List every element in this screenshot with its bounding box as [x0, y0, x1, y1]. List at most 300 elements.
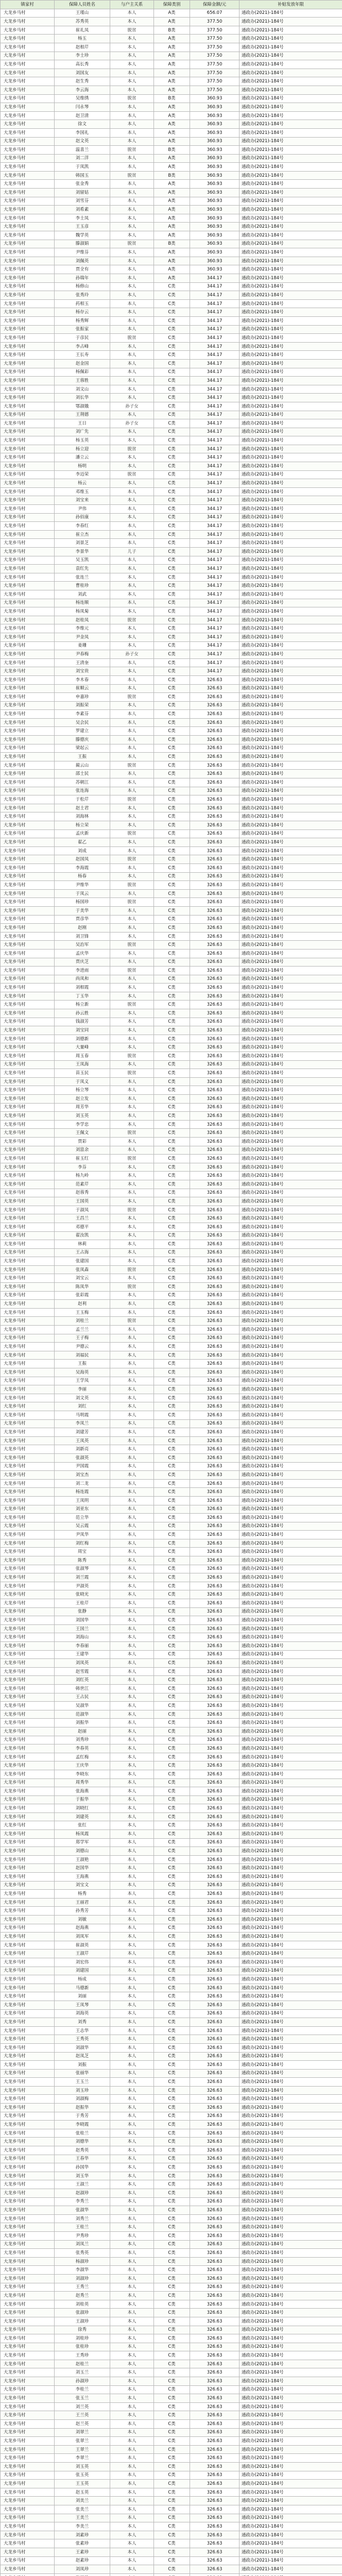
- cell-category: C类: [154, 1531, 190, 1539]
- cell-name: 周宝: [55, 1548, 110, 1556]
- cell-name: 刘凤军: [55, 1933, 110, 1941]
- cell-amount: 344.17: [190, 428, 240, 436]
- cell-name: 王振: [55, 1360, 110, 1368]
- table-row: [1, 607, 342, 616]
- cell-category: C类: [154, 958, 190, 967]
- cell-period: 通政办(2021)-184号: [240, 2104, 342, 2112]
- cell-name: 李进雨: [55, 967, 110, 975]
- cell-relation: 本人: [110, 291, 154, 300]
- cell-period: 通政办(2021)-184号: [240, 2197, 342, 2206]
- cell-name: 王秀英: [55, 2035, 110, 2044]
- cell-category: C类: [154, 394, 190, 402]
- cell-name: 李学忠: [55, 1120, 110, 1129]
- cell-relation: 孙子女: [110, 650, 154, 659]
- cell-category: C类: [154, 1924, 190, 1933]
- cell-name: 杨立琴: [55, 1086, 110, 1095]
- cell-relation: 本人: [110, 2052, 154, 2061]
- table-row: [1, 2411, 342, 2420]
- cell-town: 大龙乡马村: [1, 1146, 55, 1155]
- cell-town: 大龙乡马村: [1, 2001, 55, 2009]
- cell-category: C类: [154, 633, 190, 641]
- cell-name: 杨修山: [55, 282, 110, 291]
- cell-period: 通政办(2021)-184号: [240, 1522, 342, 1531]
- cell-town: 大龙乡马村: [1, 248, 55, 257]
- table-row: [1, 1975, 342, 1984]
- table-row: [1, 2471, 342, 2480]
- table-row: [1, 2309, 342, 2317]
- cell-name: 刘国友: [55, 69, 110, 77]
- cell-amount: 360.93: [190, 137, 240, 146]
- cell-period: 通政办(2021)-184号: [240, 2043, 342, 2052]
- cell-town: 大龙乡马村: [1, 43, 55, 52]
- cell-town: 大龙乡马村: [1, 1223, 55, 1231]
- cell-period: 通政办(2021)-184号: [240, 1163, 342, 1172]
- cell-town: 大龙乡马村: [1, 351, 55, 360]
- cell-amount: 344.17: [190, 548, 240, 556]
- cell-category: C类: [154, 1060, 190, 1069]
- cell-relation: 本人: [110, 744, 154, 753]
- cell-relation: 本人: [110, 2180, 154, 2189]
- cell-amount: 326.63: [190, 1787, 240, 1796]
- table-row: [1, 1300, 342, 1309]
- cell-category: C类: [154, 1308, 190, 1317]
- cell-relation: 本人: [110, 838, 154, 847]
- cell-name: 杨春: [55, 872, 110, 881]
- cell-amount: 326.63: [190, 2522, 240, 2531]
- cell-category: C类: [154, 1916, 190, 1924]
- table-row: [1, 770, 342, 778]
- cell-period: 通政办(2021)-184号: [240, 1453, 342, 1462]
- cell-period: 通政办(2021)-184号: [240, 787, 342, 795]
- table-row: [1, 214, 342, 223]
- cell-relation: 本人: [110, 1479, 154, 1488]
- header-town: 镇家村: [1, 1, 55, 9]
- cell-relation: 本人: [110, 1898, 154, 1907]
- cell-period: 通政办(2021)-184号: [240, 616, 342, 624]
- cell-name: 王庆华: [55, 1761, 110, 1770]
- cell-name: 赵秀英: [55, 2146, 110, 2155]
- cell-name: 王淑兰: [55, 2180, 110, 2189]
- cell-category: C类: [154, 1155, 190, 1163]
- cell-period: 通政办(2021)-184号: [240, 2223, 342, 2232]
- cell-town: 大龙乡马村: [1, 35, 55, 43]
- cell-relation: 本人: [110, 2155, 154, 2163]
- cell-name: 郑学军: [55, 1838, 110, 1847]
- table-row: [1, 2231, 342, 2240]
- cell-amount: 326.63: [190, 2539, 240, 2548]
- cell-town: 大龙乡马村: [1, 1462, 55, 1471]
- table-row: [1, 1197, 342, 1206]
- cell-amount: 326.63: [190, 2351, 240, 2360]
- table-row: [1, 1360, 342, 1368]
- cell-relation: 本人: [110, 1941, 154, 1950]
- cell-amount: 326.63: [190, 2026, 240, 2035]
- table-row: [1, 1445, 342, 1454]
- cell-category: A类: [154, 154, 190, 163]
- cell-town: 大龙乡马村: [1, 881, 55, 890]
- cell-period: 通政办(2021)-184号: [240, 505, 342, 514]
- cell-category: C类: [154, 2180, 190, 2189]
- cell-name: 王素珍: [55, 2548, 110, 2556]
- cell-relation: 本人: [110, 2317, 154, 2326]
- cell-period: 通政办(2021)-184号: [240, 2377, 342, 2386]
- table-row: [1, 1693, 342, 1702]
- table-row: [1, 1488, 342, 1497]
- cell-amount: 344.17: [190, 351, 240, 360]
- cell-period: 通政办(2021)-184号: [240, 206, 342, 214]
- cell-category: C类: [154, 658, 190, 667]
- cell-category: C类: [154, 924, 190, 933]
- cell-amount: 326.63: [190, 1531, 240, 1539]
- cell-category: C类: [154, 872, 190, 881]
- cell-amount: 326.63: [190, 1590, 240, 1599]
- cell-period: 通政办(2021)-184号: [240, 1009, 342, 1018]
- cell-period: 通政办(2021)-184号: [240, 1103, 342, 1112]
- cell-period: 通政办(2021)-184号: [240, 778, 342, 787]
- table-row: [1, 2454, 342, 2463]
- cell-category: C类: [154, 2505, 190, 2514]
- cell-town: 大龙乡马村: [1, 496, 55, 505]
- cell-town: 大龙乡马村: [1, 487, 55, 496]
- cell-amount: 326.63: [190, 2368, 240, 2377]
- cell-category: C类: [154, 2146, 190, 2155]
- cell-name: 尹淑英: [55, 1582, 110, 1590]
- cell-category: C类: [154, 2428, 190, 2437]
- cell-period: 通政办(2021)-184号: [240, 1958, 342, 1967]
- cell-name: 张晓光: [55, 1590, 110, 1599]
- cell-period: 通政办(2021)-184号: [240, 2437, 342, 2446]
- cell-relation: 本人: [110, 1573, 154, 1582]
- table-row: [1, 2497, 342, 2505]
- cell-category: A类: [154, 257, 190, 265]
- cell-period: 通政办(2021)-184号: [240, 1291, 342, 1300]
- cell-period: 通政办(2021)-184号: [240, 462, 342, 471]
- cell-period: 通政办(2021)-184号: [240, 1060, 342, 1069]
- table-row: [1, 2035, 342, 2044]
- cell-category: C类: [154, 1522, 190, 1531]
- cell-category: C类: [154, 2078, 190, 2087]
- cell-category: C类: [154, 1616, 190, 1625]
- cell-period: 通政办(2021)-184号: [240, 1214, 342, 1223]
- cell-category: C类: [154, 565, 190, 573]
- cell-amount: 326.63: [190, 1736, 240, 1744]
- cell-town: 大龙乡马村: [1, 1804, 55, 1813]
- cell-amount: 326.63: [190, 846, 240, 855]
- cell-period: 通政办(2021)-184号: [240, 1539, 342, 1548]
- cell-amount: 326.63: [190, 2514, 240, 2522]
- cell-relation: 本人: [110, 2206, 154, 2215]
- cell-town: 大龙乡马村: [1, 556, 55, 565]
- cell-town: 大龙乡马村: [1, 1343, 55, 1351]
- cell-town: 大龙乡马村: [1, 1257, 55, 1266]
- cell-amount: 326.63: [190, 2334, 240, 2343]
- cell-category: A类: [154, 111, 190, 120]
- cell-name: 张玉兰: [55, 2394, 110, 2403]
- cell-amount: 326.63: [190, 1231, 240, 1240]
- cell-period: 通政办(2021)-184号: [240, 829, 342, 838]
- cell-name: 刘玉英: [55, 1112, 110, 1121]
- cell-relation: 本人: [110, 1702, 154, 1710]
- cell-name: 王凤海: [55, 1060, 110, 1069]
- cell-period: 通政办(2021)-184号: [240, 282, 342, 291]
- cell-period: 通政办(2021)-184号: [240, 804, 342, 812]
- cell-amount: 326.63: [190, 2343, 240, 2351]
- cell-period: 通政办(2021)-184号: [240, 2112, 342, 2121]
- cell-period: 通政办(2021)-184号: [240, 1693, 342, 1702]
- cell-relation: 本人: [110, 573, 154, 582]
- cell-name: 王海燕: [55, 1873, 110, 1882]
- cell-period: 通政办(2021)-184号: [240, 846, 342, 855]
- cell-amount: 326.63: [190, 1958, 240, 1967]
- cell-name: 于松芹: [55, 795, 110, 804]
- cell-amount: 326.63: [190, 1026, 240, 1035]
- cell-name: 吴维绣: [55, 94, 110, 103]
- cell-period: 通政办(2021)-184号: [240, 1830, 342, 1839]
- cell-amount: 377.50: [190, 52, 240, 60]
- cell-period: 通政办(2021)-184号: [240, 1787, 342, 1796]
- cell-name: 赵淑珍: [55, 2189, 110, 2198]
- cell-town: 大龙乡马村: [1, 479, 55, 488]
- cell-period: 通政办(2021)-184号: [240, 43, 342, 52]
- cell-category: C类: [154, 1624, 190, 1633]
- cell-category: C类: [154, 2249, 190, 2258]
- cell-town: 大龙乡马村: [1, 2463, 55, 2471]
- table-row: [1, 1479, 342, 1488]
- cell-category: A类: [154, 52, 190, 60]
- cell-relation: 本人: [110, 163, 154, 172]
- cell-relation: 本人: [110, 1035, 154, 1043]
- table-row: [1, 1898, 342, 1907]
- cell-town: 大龙乡马村: [1, 1060, 55, 1069]
- cell-amount: 344.17: [190, 394, 240, 402]
- table-row: [1, 394, 342, 402]
- cell-town: 大龙乡马村: [1, 1950, 55, 1958]
- table-row: [1, 821, 342, 830]
- cell-period: 通政办(2021)-184号: [240, 1642, 342, 1651]
- cell-town: 大龙乡马村: [1, 2061, 55, 2070]
- cell-town: 大龙乡马村: [1, 1155, 55, 1163]
- table-row: [1, 1719, 342, 1727]
- cell-category: C类: [154, 1001, 190, 1009]
- table-row: [1, 69, 342, 77]
- table-row: [1, 9, 342, 18]
- cell-category: C类: [154, 487, 190, 496]
- cell-relation: 本人: [110, 2095, 154, 2104]
- cell-category: C类: [154, 889, 190, 898]
- cell-category: C类: [154, 1821, 190, 1830]
- cell-name: 王翠兰: [55, 2445, 110, 2454]
- cell-category: C类: [154, 1864, 190, 1873]
- cell-category: C类: [154, 718, 190, 727]
- cell-category: C类: [154, 2069, 190, 2078]
- cell-amount: 326.63: [190, 1069, 240, 1078]
- cell-category: C类: [154, 984, 190, 992]
- cell-amount: 326.63: [190, 2497, 240, 2505]
- cell-relation: 本人: [110, 1172, 154, 1180]
- cell-relation: 本人: [110, 2214, 154, 2223]
- cell-amount: 344.17: [190, 402, 240, 411]
- cell-town: 大龙乡马村: [1, 915, 55, 924]
- cell-relation: 本人: [110, 1727, 154, 1736]
- cell-town: 大龙乡马村: [1, 1394, 55, 1402]
- cell-category: [154, 2573, 190, 2576]
- cell-town: 大龙乡马村: [1, 565, 55, 573]
- cell-name: 刘福民: [55, 1351, 110, 1360]
- cell-period: 通政办(2021)-184号: [240, 1770, 342, 1778]
- cell-period: 通政办(2021)-184号: [240, 2095, 342, 2104]
- cell-category: C类: [154, 1958, 190, 1967]
- cell-relation: 本人: [110, 1411, 154, 1419]
- cell-amount: 344.17: [190, 436, 240, 445]
- table-row: [1, 675, 342, 684]
- cell-period: 通政办(2021)-184号: [240, 1898, 342, 1907]
- cell-relation: 本人: [110, 582, 154, 590]
- cell-town: 大龙乡马村: [1, 2112, 55, 2121]
- cell-category: C类: [154, 1719, 190, 1727]
- cell-amount: 326.63: [190, 736, 240, 744]
- table-row: [1, 2539, 342, 2548]
- cell-town: 大龙乡马村: [1, 2317, 55, 2326]
- cell-amount: 326.63: [190, 1659, 240, 1668]
- cell-amount: 326.63: [190, 1975, 240, 1984]
- cell-relation: 本人: [110, 77, 154, 86]
- cell-period: 通政办(2021)-184号: [240, 2505, 342, 2514]
- cell-category: C类: [154, 1300, 190, 1309]
- cell-relation: 本人: [110, 2326, 154, 2334]
- cell-relation: 本人: [110, 2411, 154, 2420]
- table-row: [1, 240, 342, 248]
- cell-period: 通政办(2021)-184号: [240, 2351, 342, 2360]
- cell-period: 通政办(2021)-184号: [240, 1812, 342, 1821]
- cell-relation: 本人: [110, 624, 154, 633]
- cell-category: C类: [154, 368, 190, 377]
- cell-relation: 本人: [110, 1462, 154, 1471]
- cell-amount: 326.63: [190, 898, 240, 907]
- cell-town: 大龙乡马村: [1, 1719, 55, 1727]
- cell-period: 通政办(2021)-184号: [240, 1727, 342, 1736]
- cell-amount: 326.63: [190, 1445, 240, 1454]
- cell-relation: 本人: [110, 2086, 154, 2095]
- cell-category: C类: [154, 513, 190, 522]
- cell-relation: 本人: [110, 214, 154, 223]
- cell-relation: 本人: [110, 1770, 154, 1778]
- cell-town: 大龙乡马村: [1, 667, 55, 676]
- cell-relation: 本人: [110, 1582, 154, 1590]
- cell-relation: 本人: [110, 1693, 154, 1702]
- cell-town: 大龙乡马村: [1, 941, 55, 950]
- cell-category: C类: [154, 1197, 190, 1206]
- cell-town: 大龙乡马村: [1, 231, 55, 240]
- cell-amount: 360.93: [190, 171, 240, 180]
- table-row: [1, 984, 342, 992]
- cell-name: 李凤兰: [55, 1419, 110, 1428]
- cell-relation: 本人: [110, 2104, 154, 2112]
- cell-amount: 344.17: [190, 411, 240, 419]
- cell-amount: 344.17: [190, 385, 240, 394]
- cell-name: 杨存云: [55, 308, 110, 317]
- cell-amount: 326.63: [190, 1214, 240, 1223]
- cell-relation: 本人: [110, 325, 154, 334]
- table-row: [1, 206, 342, 214]
- cell-period: 通政办(2021)-184号: [240, 180, 342, 189]
- cell-relation: 脱贫: [110, 1265, 154, 1274]
- cell-relation: 本人: [110, 975, 154, 984]
- cell-category: C类: [154, 1633, 190, 1642]
- cell-name: 王秀兰: [55, 2283, 110, 2292]
- cell-town: 大龙乡马村: [1, 2035, 55, 2044]
- cell-amount: 360.93: [190, 265, 240, 274]
- cell-category: C类: [154, 1599, 190, 1608]
- cell-relation: 本人: [110, 1890, 154, 1899]
- cell-category: C类: [154, 1035, 190, 1043]
- cell-town: 大龙乡马村: [1, 1873, 55, 1882]
- cell-period: 通政办(2021)-184号: [240, 86, 342, 94]
- cell-name: 周芳华: [55, 1103, 110, 1112]
- cell-amount: 326.63: [190, 1453, 240, 1462]
- cell-category: C类: [154, 684, 190, 693]
- cell-name: 尹维华: [55, 881, 110, 890]
- cell-name: 姜珊: [55, 641, 110, 650]
- table-row: [1, 1206, 342, 1214]
- cell-relation: 本人: [110, 197, 154, 206]
- cell-category: C类: [154, 1642, 190, 1651]
- cell-category: C类: [154, 1496, 190, 1505]
- cell-period: 通政办(2021)-184号: [240, 1377, 342, 1385]
- cell-amount: 326.63: [190, 701, 240, 710]
- cell-period: 通政办(2021)-184号: [240, 1821, 342, 1830]
- cell-category: C类: [154, 2121, 190, 2129]
- table-row: [1, 2463, 342, 2471]
- cell-category: A类: [154, 43, 190, 52]
- cell-period: 通政办(2021)-184号: [240, 2539, 342, 2548]
- cell-town: 大龙乡马村: [1, 967, 55, 975]
- cell-town: 大龙乡马村: [1, 359, 55, 368]
- cell-name: 刘文英: [55, 1394, 110, 1402]
- table-row: [1, 1916, 342, 1924]
- cell-town: 大龙乡马村: [1, 1556, 55, 1565]
- table-row: [1, 2121, 342, 2129]
- cell-relation: 本人: [110, 2402, 154, 2411]
- cell-name: 王学凤: [55, 1377, 110, 1385]
- cell-period: 通政办(2021)-184号: [240, 1419, 342, 1428]
- cell-category: C类: [154, 1283, 190, 1292]
- table-row: [1, 2129, 342, 2138]
- cell-town: 大龙乡马村: [1, 812, 55, 821]
- table-row: [1, 1471, 342, 1480]
- table-row: [1, 1812, 342, 1821]
- table-row: [1, 26, 342, 35]
- cell-amount: 326.63: [190, 1300, 240, 1309]
- cell-amount: 326.63: [190, 2052, 240, 2061]
- cell-category: C类: [154, 316, 190, 325]
- cell-amount: 326.63: [190, 1505, 240, 1514]
- cell-name: 杨玉: [55, 35, 110, 43]
- cell-relation: 本人: [110, 2061, 154, 2070]
- cell-name: 刘玉珍: [55, 2086, 110, 2095]
- cell-name: 韩世江: [55, 1684, 110, 1693]
- cell-relation: 本人: [110, 1616, 154, 1625]
- table-row: [1, 872, 342, 881]
- cell-town: 大龙乡马村: [1, 513, 55, 522]
- table-row: [1, 351, 342, 360]
- cell-amount: 326.63: [190, 1009, 240, 1018]
- cell-category: A类: [154, 77, 190, 86]
- cell-category: C类: [154, 787, 190, 795]
- cell-relation: 本人: [110, 1522, 154, 1531]
- cell-amount: 326.63: [190, 2531, 240, 2539]
- cell-name: 魏学英: [55, 231, 110, 240]
- cell-town: 大龙乡马村: [1, 52, 55, 60]
